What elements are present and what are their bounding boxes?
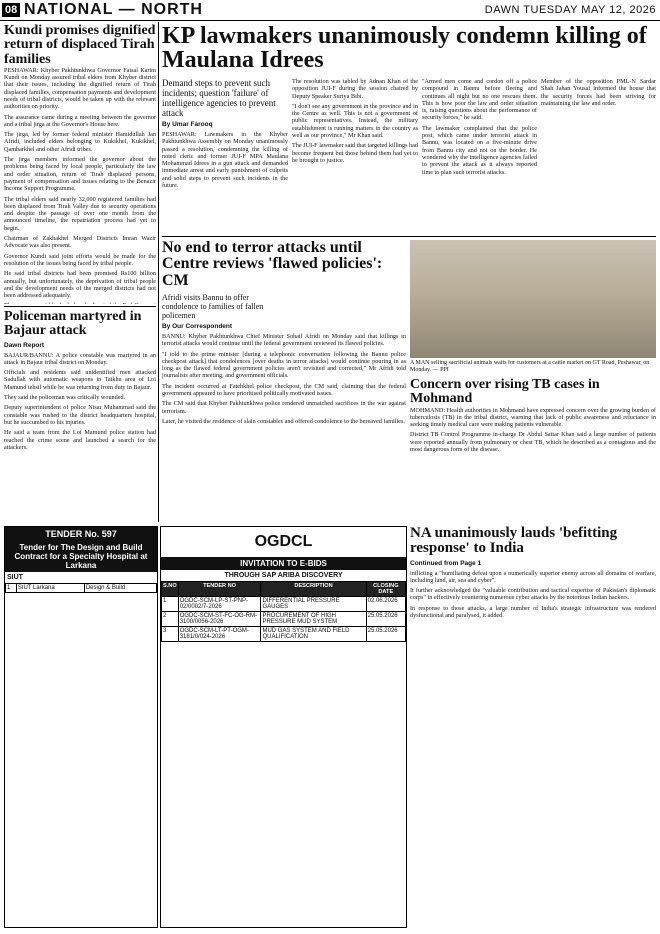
table-cell: MUD GAS SYSTEM AND FIELD QUALIFICATION — [261, 627, 366, 642]
kp-para: The JUI-F lawmaker said that targeted killings had become frequent but those behind them had yet to be brought to justice. — [292, 142, 418, 164]
table-cell: OGDC-SCM-ST-FC-OG-RM-3100/0056-2026 — [178, 612, 261, 627]
ogdcl-ad — [160, 526, 407, 928]
terror-byline: By Our Correspondent — [162, 322, 233, 330]
india-article — [410, 526, 656, 926]
table-row — [6, 584, 157, 593]
policeman-para: BAJAUR/BANNU: A police constable was martyred in an attack in Bajaur tribal district on Monday. — [4, 351, 156, 366]
india-headline: NA unanimously lauds 'befitting response' to India — [410, 526, 618, 557]
tb-article — [410, 378, 656, 522]
table-cell: 02.06.2026 — [366, 597, 405, 612]
table-cell: 25.05.2026 — [366, 627, 405, 642]
kundi-para: Chairman of Zakhakhel Merged Districts Imran Wazir Advocate was also present. — [4, 235, 156, 250]
page-number: 08 — [2, 3, 20, 17]
table-cell: PROCUREMENT OF HIGH PRESSURE MUD SYSTEM — [261, 612, 366, 627]
tender-ad — [4, 526, 158, 928]
kp-deck-col — [162, 78, 288, 234]
policeman-headline: Policeman martyred in Bajaur attack — [4, 310, 142, 339]
kp-deck: Demand steps to prevent such incidents; question 'failure' of intelligence agencies to prevent attack — [162, 78, 276, 118]
policeman-byline: Dawn Report — [4, 341, 45, 349]
kundi-para: He said tribal districts had been promised Rs100 billion annually, but unfortunately, the deprivation of tribal people and the development needs of the merged districts had not been addressed adequately. — [4, 270, 156, 300]
kp-para: "I don't see any government in the province and in the Centre as well. This is not a government of public representatives. Instead, the military establishment is running matters in the country as well as our province," Mr Khan said. — [292, 102, 418, 140]
tb-para: District TB Control Programme in-charge Dr Abdul Sattar Khan said a large number of patients were reported annually from pulmonary or chest TB, which he described as a contagious and the most dangerous form of the disease. — [410, 431, 656, 454]
table-cell: 1 — [6, 584, 17, 593]
india-continued: Continued from Page 1 — [410, 559, 482, 567]
table-cell: DIFFERENTIAL PRESSURE GAUGES — [261, 597, 366, 612]
policeman-para: They said the policeman was critically wounded. — [4, 394, 126, 402]
india-para: inflicting a "humiliating defeat upon a numerically superior enemy across all domains of warfare, including land, air, sea and cyber". — [410, 569, 656, 584]
kundi-para: PESHAWAR: Khyber Pakhtunkhwa Governor Faisal Karim Kundi on Monday assured tribal elders from Khyber district that their issues, including the dignified return of Tirah displaced families, compensation payments and development needs of tribal districts, would be taken up with the relevant authorities on priority. — [4, 66, 156, 111]
table-row — [162, 612, 406, 627]
column-header: S.NO — [162, 582, 179, 597]
invitation-table — [161, 581, 406, 642]
policeman-article — [4, 310, 156, 520]
tb-para: MOHMAND: Health authorities in Mohmand have expressed concern over the growing burden of tuberculosis (TB) in the tribal district, warning that lack of public awareness and reluctance in seeking timely medical care were making patients vulnerable. — [410, 406, 656, 429]
column-rule — [158, 22, 159, 522]
table-row — [162, 627, 406, 642]
kp-para: "Armed men come and cordon off a police compound in Bannu before fleeing and continues all night but no one rescues them. This is how poor the law and order situation is, raising questions about the performance of security forces," he said. — [422, 78, 537, 122]
policeman-para: Officials and residents said unidentified men attacked Sadullah with automatic weapons in Tatkhu area of Loi Mamund tehsil while he was returning from duty in Bajaur. — [4, 369, 156, 391]
kp-col-2 — [292, 78, 418, 234]
terror-headline: No end to terror attacks until Centre reviews 'flawed policies': CM — [162, 240, 383, 289]
table-cell: 25.05.2026 — [366, 612, 405, 627]
column-header: DESCRIPTION — [261, 582, 366, 597]
table-cell: OGDC-SCM-LT-PT-OGM-3181/0/024-2026 — [178, 627, 261, 642]
photo-caption: A MAN selling sacrificial animals waits for customers at a cattle market on GT Road, Peshawar, on Monday. — PPI — [410, 360, 650, 373]
tender-title: TENDER No. 597 — [5, 527, 157, 541]
terror-para: BANNU: Khyber Pakhtunkhwa Chief Minister Sohail Afridi on Monday said that killings in terrorist attacks would continue until the federal government reviewed its flawed policies. — [162, 332, 406, 348]
tender-table — [5, 583, 157, 593]
table-cell: 3 — [162, 627, 179, 642]
kundi-para: The assurance came during a meeting between the governor and a tribal jirga at the Governor's House here. — [4, 113, 156, 128]
kp-headline: KP lawmakers unanimously condemn killing of Maulana Idrees — [162, 24, 647, 74]
table-cell: OGDC-SCM-LP-ST-PNP-02/0002/7-2026 — [178, 597, 261, 612]
invitation-subtitle: THROUGH SAP ARIBA DISCOVERY — [224, 572, 343, 579]
terror-para: The incident occurred at Fatehkhel police checkpost, the CM said, claiming that the federal government appeared to have prioritised politically motivated issues. — [162, 382, 406, 398]
invitation-title: INVITATION TO E-BIDS — [161, 557, 406, 570]
tender-org: SIUT — [7, 574, 23, 581]
column-header: CLOSING DATE — [366, 582, 405, 597]
terror-deck: Afridi visits Bannu to offer condolence to families of fallen policemen — [162, 292, 264, 320]
table-cell: 1 — [162, 597, 179, 612]
divider — [4, 306, 156, 307]
kundi-para: The tribal elders said nearly 32,000 registered families had been displaced from Tirah Valley due to security operations and despite the passage of over one month from the announced timeline, the repatriation process had yet to begin. — [4, 195, 156, 232]
terror-para: "I told to the prime minister [during a telephonic conversation following the Bannu police checkpost attack] that condolences [over deaths in terror attacks] would continue pouring in as long as the flawed federal government policies aren't revisited and corrected," Mr Afridi told journalists after meeting, and government officials. — [162, 350, 406, 380]
tender-subtitle: Tender for The Design and Build Contract for a Specialty Hospital at Larkana — [5, 541, 157, 572]
terror-article — [162, 240, 406, 522]
policeman-para: Deputy superintendent of police Nisar Muhammad said the constable was rushed to the district headquarters hospital, but he succumbed to his injuries. — [4, 404, 156, 426]
page-header — [0, 0, 660, 21]
terror-para: Later, he visited the residence of slain constables and offered condolence to the bereaved families. — [162, 417, 405, 425]
terror-para: The CM said that Khyber Pakhtunkhwa police rendered unmatched sacrifices in the war against terrorism. — [162, 400, 406, 415]
table-cell: 2 — [162, 612, 179, 627]
kp-para: Member of the opposition PML-N Sardar Shah Jahan Yousaf informed the house that the security forces had been striving for maintaining the law and order. — [541, 78, 656, 107]
india-para: In response to those attacks, a large number of India's strategic infrastructure was rendered dysfunctional and paralysed, it added. — [410, 604, 656, 620]
tb-headline: Concern over rising TB cases in Mohmand — [410, 378, 600, 407]
table-row — [162, 597, 406, 612]
kp-para: PESHAWAR: Lawmakers in the Khyber Pakhtunkhwa Assembly on Monday unanimously passed a resolution, condemning the killing of noted cleric and former JUI-F MPA Maulana Mohammad Idrees in a gun attack and demanded immediate arrest and early punishment of culprits and solid steps to prevent such incidents in the future. — [162, 131, 288, 190]
table-cell: SIUT Larkana — [16, 584, 84, 593]
kundi-para: Governor Kundi said joint efforts would be made for the resolution of the issues being faced by tribal people. — [4, 252, 156, 267]
kundi-article — [4, 24, 156, 304]
kp-para: The resolution was tabled by Adnan Khan of the opposition JUI-F during the session chaired by Deputy Speaker Suriya Bibi. — [292, 78, 418, 100]
kp-col-4 — [541, 78, 656, 234]
kp-byline: By Umar Farooq — [162, 121, 213, 128]
kundi-para — [4, 302, 156, 304]
table-header-row — [162, 582, 406, 597]
section-title: NATIONAL — NORTH — [24, 1, 203, 18]
kp-para: The lawmaker complained that the police post, which came under terrorist attack in Bannu, was located on a five-minute drive from Bannu city and not on the border. He wondered why the intelligence agencies failed to prevent the attack as it always reported time to plan such terrorist attacks. — [422, 124, 537, 176]
india-para: It further acknowledged the "valuable contribution and tactical expertise of Pakistan's diplomatic corps" in effectively countering numerous cyber attacks by the notorious Indian hackers. — [410, 587, 656, 602]
kundi-para: The jirga, led by former federal minister Hamidullah Jan Afridi, included elders belonging to Kukikhel, Kukikhel, Qambarkhel and other Afridi tribes. — [4, 131, 156, 153]
kundi-para: The jirga members informed the governor about the problems being faced by local people, particularly the law and order situation, return of Tirah displaced persons, payment of compensation and issues relating to the Benazir Income Support Programme. — [4, 156, 156, 193]
column-header: TENDER NO — [178, 582, 261, 597]
kundi-headline: Kundi promises dignified return of displaced Tirah families — [4, 24, 156, 67]
kp-col-3 — [422, 78, 537, 234]
ogdcl-logo: OGDCL — [254, 533, 313, 550]
kp-headline-box — [162, 24, 656, 76]
dateline: DAWN TUESDAY MAY 12, 2026 — [484, 4, 656, 16]
policeman-para: He said a team from the Loi Mamund police station had reached the crime scene and launched a search for the attackers. — [4, 429, 156, 451]
table-cell: Design & Build — [84, 584, 156, 593]
cattle-market-photo — [410, 240, 656, 358]
divider — [162, 236, 656, 237]
